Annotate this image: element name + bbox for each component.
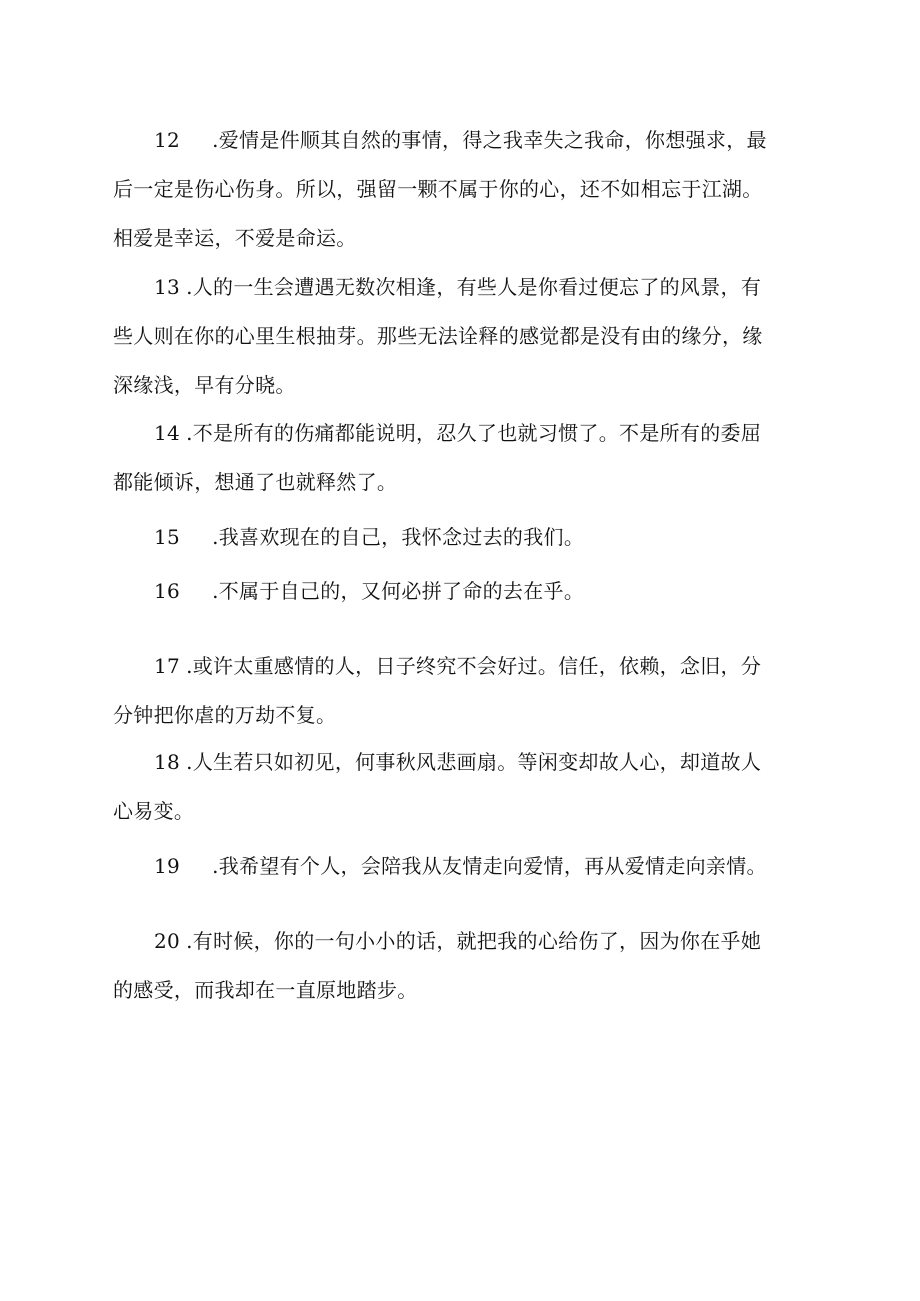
quote-text: .我喜欢现在的自己，我怀念过去的我们。 bbox=[212, 525, 585, 549]
quote-line: 后一定是伤心伤身。所以，强留一颗不属于你的心，还不如相忘于江湖。 bbox=[113, 177, 763, 201]
quote-line bbox=[113, 842, 809, 891]
quote-text: .有时候，你的一句小小的话，就把我的心给伤了，因为你在乎她 bbox=[186, 929, 762, 953]
quote-text: .人的一生会遭遇无数次相逢，有些人是你看过便忘了的风景，有 bbox=[186, 275, 762, 299]
quote-line: 些人则在你的心里生根抽芽。那些无法诠释的感觉都是没有由的缘分，缘 bbox=[113, 324, 763, 348]
quote-item-16 bbox=[113, 567, 809, 616]
item-number: 20 bbox=[154, 929, 181, 953]
item-number: 14 bbox=[154, 421, 181, 445]
item-number: 17 bbox=[154, 654, 181, 678]
quote-text: .人生若只如初见，何事秋风悲画扇。等闲变却故人心，却道故人 bbox=[186, 750, 762, 774]
item-number: 16 bbox=[154, 579, 181, 603]
quote-item-17 bbox=[113, 642, 809, 740]
item-number: 15 bbox=[154, 525, 181, 549]
quote-text: .不是所有的伤痛都能说明，忍久了也就习惯了。不是所有的委屈 bbox=[186, 421, 762, 445]
quote-line: 的感受，而我却在一直原地踏步。 bbox=[113, 978, 418, 1002]
quote-text: .我希望有个人，会陪我从友情走向爱情，再从爱情走向亲情。 bbox=[212, 854, 767, 878]
quote-item-20 bbox=[113, 917, 809, 1015]
quote-line bbox=[113, 567, 809, 616]
quote-line bbox=[113, 409, 809, 458]
quote-item-15 bbox=[113, 513, 809, 562]
quote-line: 深缘浅，早有分晓。 bbox=[113, 373, 296, 397]
quote-line: 分钟把你虐的万劫不复。 bbox=[113, 703, 337, 727]
quote-line bbox=[113, 642, 809, 691]
quote-line bbox=[113, 513, 809, 562]
quote-item-19 bbox=[113, 842, 809, 891]
quote-line: 心易变。 bbox=[113, 799, 195, 823]
quote-item-13 bbox=[113, 263, 809, 410]
quote-line: 相爱是幸运，不爱是命运。 bbox=[113, 226, 357, 250]
quote-line: 都能倾诉，想通了也就释然了。 bbox=[113, 470, 398, 494]
quote-line bbox=[113, 116, 809, 165]
quote-line bbox=[113, 263, 809, 312]
quote-item-12 bbox=[113, 116, 809, 263]
quote-line bbox=[113, 738, 809, 787]
item-number: 18 bbox=[154, 750, 181, 774]
quote-item-14 bbox=[113, 409, 809, 507]
item-number: 13 bbox=[154, 275, 181, 299]
quote-text: .或许太重感情的人，日子终究不会好过。信任，依赖，念旧，分 bbox=[186, 654, 762, 678]
quote-text: .爱情是件顺其自然的事情，得之我幸失之我命，你想强求，最 bbox=[212, 128, 767, 152]
quote-line bbox=[113, 917, 809, 966]
quote-text: .不属于自己的，又何必拼了命的去在乎。 bbox=[212, 579, 585, 603]
quote-item-18 bbox=[113, 738, 809, 836]
item-number: 12 bbox=[154, 128, 181, 152]
item-number: 19 bbox=[154, 854, 181, 878]
